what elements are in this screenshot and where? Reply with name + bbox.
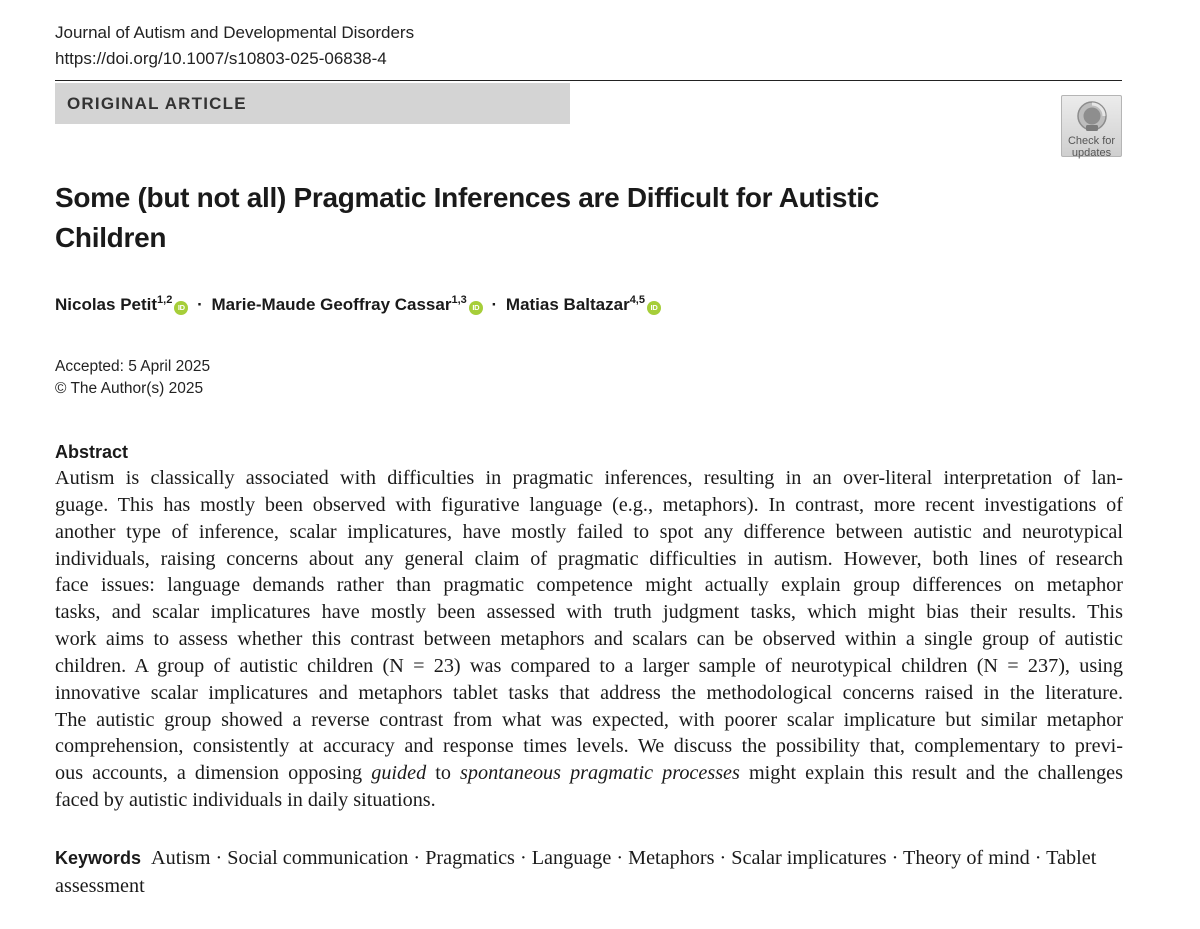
- keywords-section: [55, 845, 1123, 901]
- emphasis-guided: guided: [371, 762, 427, 785]
- publication-dates: [55, 356, 210, 400]
- abstract-line: another type of inference, scalar implicatures, have mostly failed to spot any difference between autistic and neurotypical: [55, 520, 1123, 543]
- check-for-updates-icon: [1076, 100, 1108, 134]
- keywords-list: Autism · Social communication · Pragmatics · Language · Metaphors · Scalar implicatures · Theory of mind · Tablet assessment: [55, 847, 1097, 897]
- abstract-line: individuals, raising concerns about any general claim of pragmatic difficulties in autism. However, both lines of research: [55, 547, 1123, 570]
- header-rule: [55, 80, 1122, 81]
- affiliation-superscript: 1,2: [157, 294, 173, 306]
- author-list: [55, 292, 661, 318]
- author[interactable]: Marie-Maude Geoffray Cassar$^{1,3}$: [211, 294, 467, 314]
- abstract-line: Autism is classically associated with difficulties in pragmatic inferences, resulting in an over-literal interpretation of lan-: [55, 467, 1123, 489]
- abstract-line: work aims to assess whether this contrast between metaphors and scalars can be observed within a single group of autistic: [55, 628, 1123, 651]
- keywords-label: Keywords: [55, 848, 142, 868]
- check-for-updates-badge[interactable]: [1061, 95, 1122, 157]
- abstract-line: tasks, and scalar implicatures have mostly been assessed with truth judgment tasks, which might bias their results. This: [55, 601, 1123, 624]
- orcid-icon[interactable]: ID: [174, 301, 188, 315]
- journal-name: Journal of Autism and Developmental Disorders: [55, 23, 415, 42]
- abstract-line: The autistic group showed a reverse contrast from what was expected, with poorer scalar implicature but similar metaphor: [55, 708, 1123, 731]
- abstract-line: guage. This has mostly been observed with figurative language (e.g., metaphors). In contrast, more recent investigations of: [55, 493, 1123, 516]
- affiliation-superscript: 4,5: [629, 294, 645, 306]
- doi-link[interactable]: https://doi.org/10.1007/s10803-025-06838-4: [55, 49, 387, 68]
- emphasis-spontaneous: spontaneous pragmatic processes: [460, 762, 740, 785]
- author-separator: ·: [197, 295, 203, 314]
- abstract-text: [55, 465, 1123, 814]
- author[interactable]: Nicolas Petit$^{1,2}$: [55, 294, 173, 314]
- copyright-notice: © The Author(s) 2025: [55, 380, 204, 397]
- article-title: [55, 178, 1015, 258]
- abstract-line: faced by autistic individuals in daily situations.: [55, 789, 436, 812]
- article-title-line-1: Some (but not all) Pragmatic Inferences are Difficult for Autistic: [55, 182, 879, 213]
- abstract-line: innovative scalar implicatures and metaphors tablet tasks that address the methodological concerns raised in the literature.: [55, 681, 1123, 704]
- abstract-line: ous accounts, a dimension opposing guided to spontaneous pragmatic processes might explain this result and the challenges: [55, 762, 1124, 785]
- abstract-line: face issues: language demands rather than pragmatic competence might actually explain group differences on metaphor: [55, 574, 1123, 597]
- abstract-line: comprehension, consistently at accuracy and response times levels. We discuss the possibility that, complementary to previ-: [55, 735, 1123, 758]
- author[interactable]: Matias Baltazar$^{4,5}$: [505, 294, 645, 314]
- check-for-updates-label: Check for updates: [1067, 135, 1116, 159]
- article-type-banner: ORIGINAL ARTICLE: [55, 83, 570, 124]
- orcid-icon[interactable]: ID: [469, 301, 483, 315]
- affiliation-superscript: 1,3: [451, 294, 467, 306]
- accepted-date: Accepted: 5 April 2025: [55, 358, 211, 375]
- abstract-heading: Abstract: [55, 442, 129, 462]
- journal-header: [55, 20, 414, 72]
- orcid-icon[interactable]: ID: [647, 301, 661, 315]
- author-separator: ·: [491, 295, 498, 314]
- abstract-line: children. A group of autistic children (N = 23) was compared to a larger sample of neurotypical children (N = 237), using: [55, 654, 1123, 677]
- article-title-line-2: Children: [55, 222, 167, 253]
